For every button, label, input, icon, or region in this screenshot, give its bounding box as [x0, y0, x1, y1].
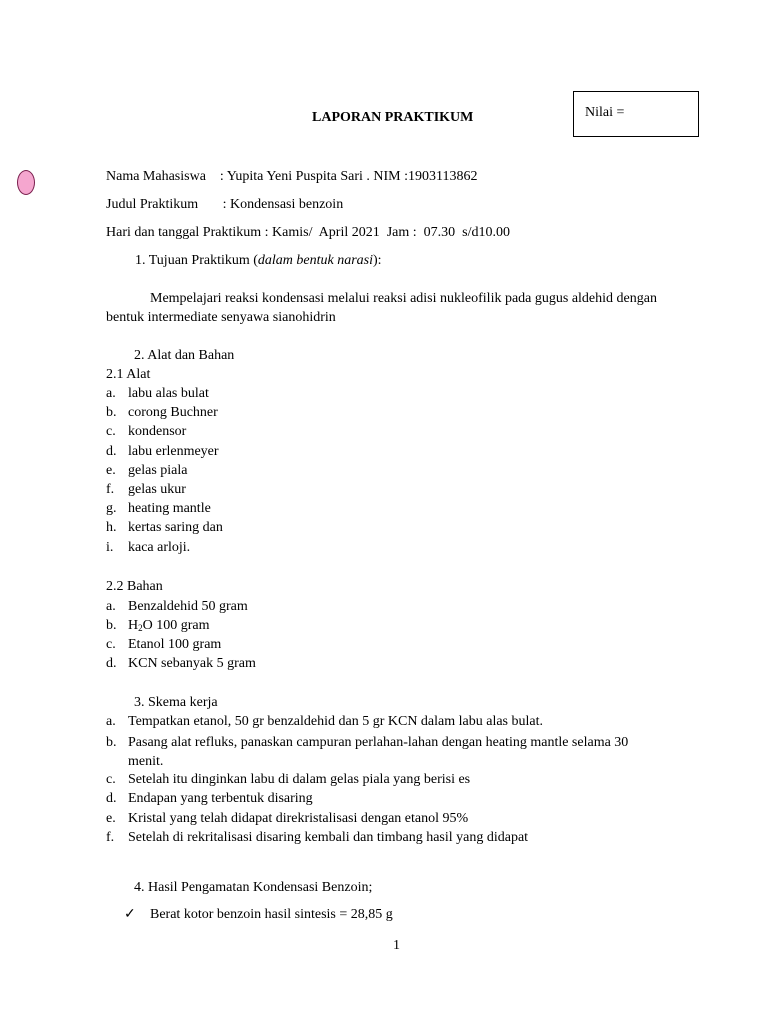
list-text: KCN sebanyak 5 gram: [128, 656, 256, 671]
hari-tanggal-line: Hari dan tanggal Praktikum : Kamis/ April 2021 Jam : 07.30 s/d10.00: [106, 225, 511, 240]
list-text: Setelah di rekritalisasi disaring kembali dan timbang hasil yang didapat: [128, 830, 529, 845]
list-text: Endapan yang terbentuk disaring: [128, 791, 313, 806]
alat-item: [106, 404, 218, 422]
skema-item: [106, 713, 543, 731]
alat-bahan-heading: 2. Alat dan Bahan: [134, 348, 235, 363]
list-label: d.: [106, 656, 117, 671]
judul-praktikum-line: Judul Praktikum : Kondensasi benzoin: [106, 197, 344, 212]
tujuan-paragraph-line2: bentuk intermediate senyawa sianohidrin: [106, 310, 336, 325]
skema-item: [106, 829, 528, 847]
bahan-heading: 2.2 Bahan: [106, 579, 163, 594]
skema-item: [106, 810, 468, 828]
list-text: Pasang alat refluks, panaskan campuran perlahan-lahan dengan heating mantle selama 30: [128, 735, 629, 750]
nilai-label: Nilai =: [585, 105, 625, 120]
list-text: Kristal yang telah didapat direkristalisasi dengan etanol 95%: [128, 811, 469, 826]
list-text: kondensor: [128, 424, 187, 440]
bahan-item: [106, 636, 221, 654]
list-label: c.: [106, 424, 116, 440]
list-text: gelas piala: [128, 462, 188, 478]
hasil-heading: 4. Hasil Pengamatan Kondensasi Benzoin;: [134, 880, 373, 895]
page-number: 1: [393, 938, 400, 953]
alat-item: [106, 481, 186, 499]
list-text: Etanol 100 gram: [128, 637, 222, 652]
bahan-item: [106, 617, 210, 635]
alat-item: [106, 423, 186, 441]
list-text-post: O 100 gram: [142, 618, 210, 633]
alat-item: [106, 443, 219, 461]
page-title: LAPORAN PRAKTIKUM: [312, 110, 474, 125]
list-label: c.: [106, 637, 116, 652]
skema-item: [106, 734, 628, 752]
list-label: a.: [106, 386, 116, 401]
list-label: f.: [106, 482, 115, 497]
skema-item: [106, 771, 470, 789]
list-text-pre: H: [128, 618, 139, 633]
list-text-sub: 2: [138, 623, 143, 633]
tujuan-paragraph-line1: Mempelajari reaksi kondensasi melalui reaksi adisi nukleofilik pada gugus aldehid dengan: [150, 291, 657, 306]
list-label: e.: [106, 811, 116, 826]
list-text: labu erlenmeyer: [128, 443, 219, 459]
checkmark-icon: ✓: [124, 907, 136, 922]
skema-heading: 3. Skema kerja: [134, 695, 218, 710]
list-label: b.: [106, 735, 117, 750]
bahan-item: [106, 598, 248, 616]
list-label: b.: [106, 405, 117, 421]
list-text: Setelah itu dinginkan labu di dalam gelas piala yang berisi es: [128, 772, 471, 787]
list-text: corong Buchner: [128, 405, 218, 421]
list-label: h.: [106, 520, 117, 536]
bahan-item: [106, 655, 256, 673]
list-label: d.: [106, 791, 117, 806]
tujuan-heading-italic: dalam bentuk narasi: [257, 253, 374, 268]
nama-mahasiswa-line: Nama Mahasiswa : Yupita Yeni Puspita Sari . NIM :1903113862: [106, 169, 478, 184]
nilai-box: [573, 91, 699, 137]
list-text: kaca arloji.: [128, 539, 191, 555]
tujuan-heading-prefix: 1. Tujuan Praktikum (: [135, 253, 258, 268]
list-label: g.: [106, 501, 117, 517]
skema-item: [106, 790, 313, 808]
list-text: kertas saring dan: [128, 520, 223, 536]
tujuan-heading: [135, 252, 382, 270]
circle-marker-icon: [17, 170, 35, 195]
list-text: gelas ukur: [128, 482, 186, 497]
alat-heading: 2.1 Alat: [106, 367, 151, 382]
list-text: heating mantle: [128, 501, 211, 517]
alat-item: [106, 519, 223, 537]
tujuan-heading-suffix: ):: [373, 253, 382, 268]
list-text: Benzaldehid 50 gram: [128, 599, 248, 614]
list-text-continuation: menit.: [128, 754, 164, 769]
list-label: e.: [106, 462, 116, 478]
alat-item: [106, 462, 187, 480]
list-label: d.: [106, 443, 117, 459]
list-label: a.: [106, 599, 116, 614]
list-text: labu alas bulat: [128, 386, 209, 401]
list-label: f.: [106, 830, 115, 845]
hasil-item-text: Berat kotor benzoin hasil sintesis = 28,85 g: [150, 907, 393, 922]
list-text: Tempatkan etanol, 50 gr benzaldehid dan 5 gr KCN dalam labu alas bulat.: [128, 714, 544, 729]
list-label: i.: [106, 539, 114, 555]
alat-item: [106, 539, 190, 557]
alat-item: [106, 385, 209, 403]
list-label: a.: [106, 714, 116, 729]
list-label: b.: [106, 618, 117, 633]
alat-item: [106, 500, 211, 518]
hasil-item: [124, 906, 393, 924]
list-label: c.: [106, 772, 116, 787]
